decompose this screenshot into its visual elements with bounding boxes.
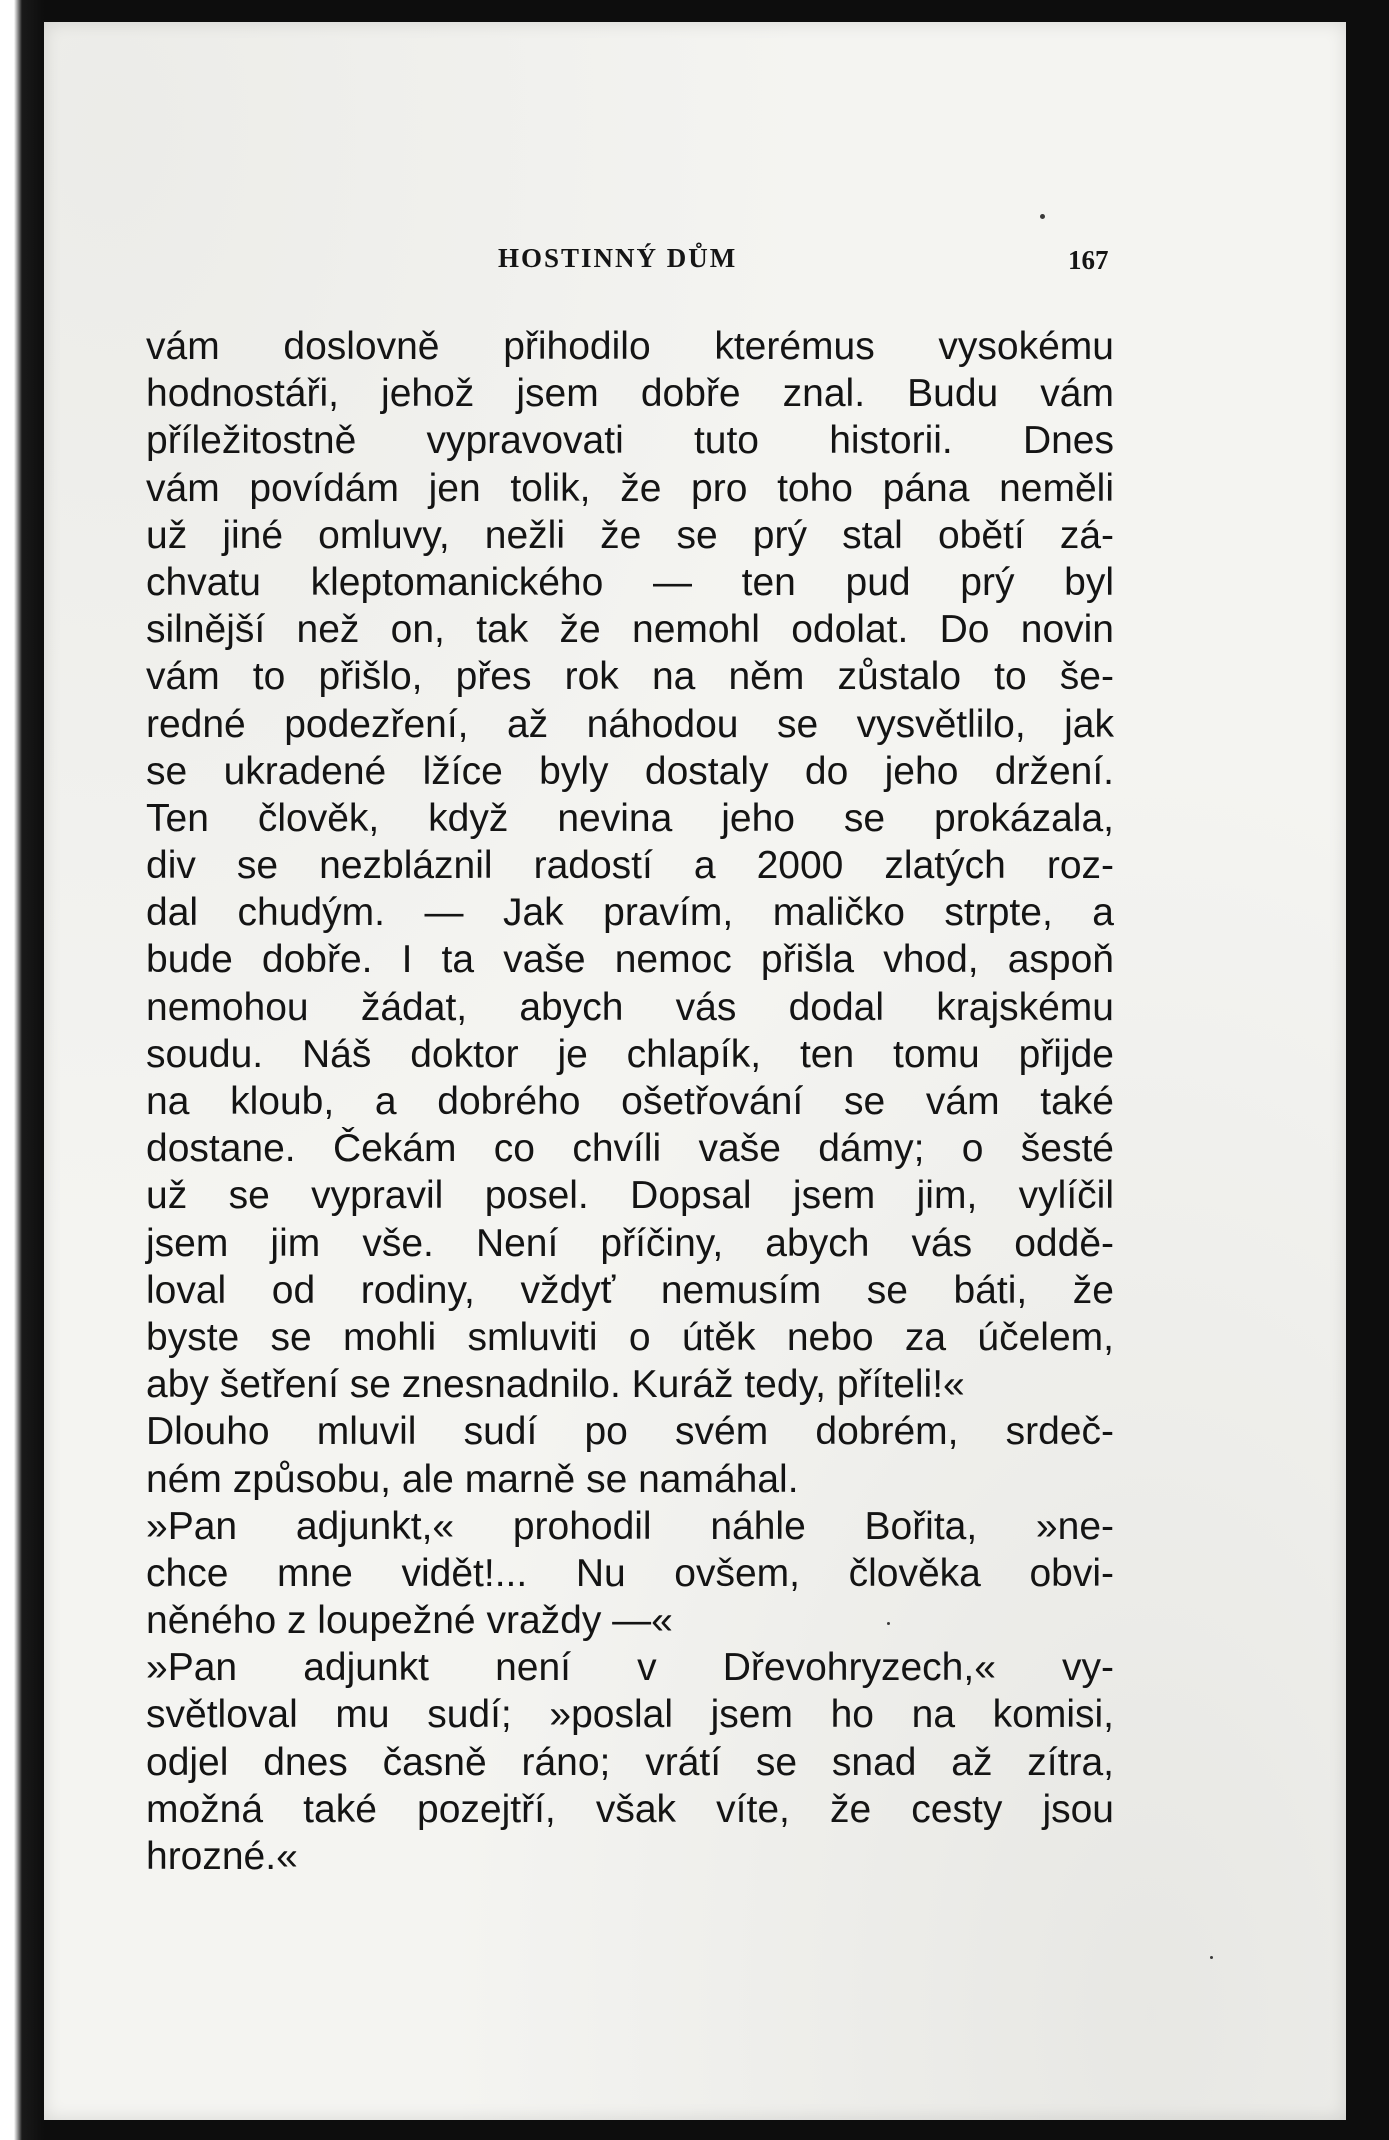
- text-line: Ten člověk, když nevina jeho se prokázala,: [146, 796, 1114, 840]
- dust-speck: [1040, 214, 1045, 219]
- text-line: silnější než on, tak že nemohl odolat. Do novin: [146, 608, 1114, 652]
- body-text: [146, 323, 1114, 1880]
- text-line: dostane. Čekám co chvíli vaše dámy; o šesté: [146, 1127, 1114, 1171]
- running-title: HOSTINNÝ DŮM: [498, 243, 738, 273]
- text-line: aby šetření se znesnadnilo. Kuráž tedy, příteli!«: [146, 1363, 965, 1407]
- text-line: něného z loupežné vraždy —«: [146, 1599, 673, 1643]
- text-line: chvatu kleptomanického — ten pud prý byl: [146, 560, 1114, 604]
- text-line: chce mne vidět!... Nu ovšem, člověka obvi-: [146, 1551, 1114, 1595]
- text-line: jsem jim vše. Není příčiny, abych vás oddě-: [146, 1221, 1114, 1265]
- text-line: »Pan adjunkt není v Dřevohryzech,« vy-: [146, 1646, 1114, 1690]
- text-line: se ukradené lžíce byly dostaly do jeho držení.: [146, 749, 1114, 793]
- text-line: div se nezbláznil radostí a 2000 zlatých roz-: [146, 844, 1114, 888]
- text-line: už jiné omluvy, nežli že se prý stal obětí zá-: [146, 513, 1114, 557]
- dust-speck: [887, 1622, 890, 1625]
- text-line: Dlouho mluvil sudí po svém dobrém, srdeč-: [146, 1410, 1114, 1454]
- text-line: odjel dnes časně ráno; vrátí se snad až zítra,: [146, 1740, 1114, 1784]
- page-edge-shadow: [1346, 0, 1389, 2140]
- text-line: na kloub, a dobrého ošetřování se vám také: [146, 1080, 1114, 1123]
- text-line: »Pan adjunkt,« prohodil náhle Bořita, »ne-: [146, 1504, 1114, 1548]
- text-line: hrozné.«: [146, 1835, 298, 1878]
- text-line: světloval mu sudí; »poslal jsem ho na komisi,: [146, 1693, 1114, 1737]
- book-gutter-shadow: [0, 0, 44, 2140]
- page-header: [0, 243, 1389, 283]
- text-line: loval od rodiny, vždyť nemusím se báti, že: [146, 1268, 1114, 1312]
- text-line: redné podezření, až náhodou se vysvětlilo, jak: [146, 702, 1114, 746]
- text-line: příležitostně vypravovati tuto historii. Dnes: [146, 419, 1114, 463]
- text-line: hodnostáři, jehož jsem dobře znal. Budu vám: [146, 372, 1114, 416]
- text-line: nemohou žádat, abych vás dodal krajskému: [146, 985, 1114, 1029]
- dust-speck: [1210, 1956, 1213, 1959]
- text-line: bude dobře. I ta vaše nemoc přišla vhod, aspoň: [146, 938, 1114, 982]
- text-line: vám povídám jen tolik, že pro toho pána neměli: [146, 466, 1114, 510]
- page-number: 167: [1068, 245, 1109, 275]
- text-line: možná také pozejtří, však víte, že cesty jsou: [146, 1787, 1114, 1831]
- text-line: ném způsobu, ale marně se namáhal.: [146, 1457, 799, 1501]
- text-line: vám to přišlo, přes rok na něm zůstalo to še-: [146, 655, 1114, 699]
- text-line: soudu. Náš doktor je chlapík, ten tomu přijde: [146, 1032, 1114, 1076]
- text-line: vám doslovně přihodilo kterémus vysokému: [146, 325, 1114, 368]
- text-line: už se vypravil posel. Dopsal jsem jim, vylíčil: [146, 1174, 1114, 1218]
- text-line: dal chudým. — Jak pravím, maličko strpte, a: [146, 891, 1114, 935]
- text-line: byste se mohli smluviti o útěk nebo za účelem,: [146, 1315, 1114, 1359]
